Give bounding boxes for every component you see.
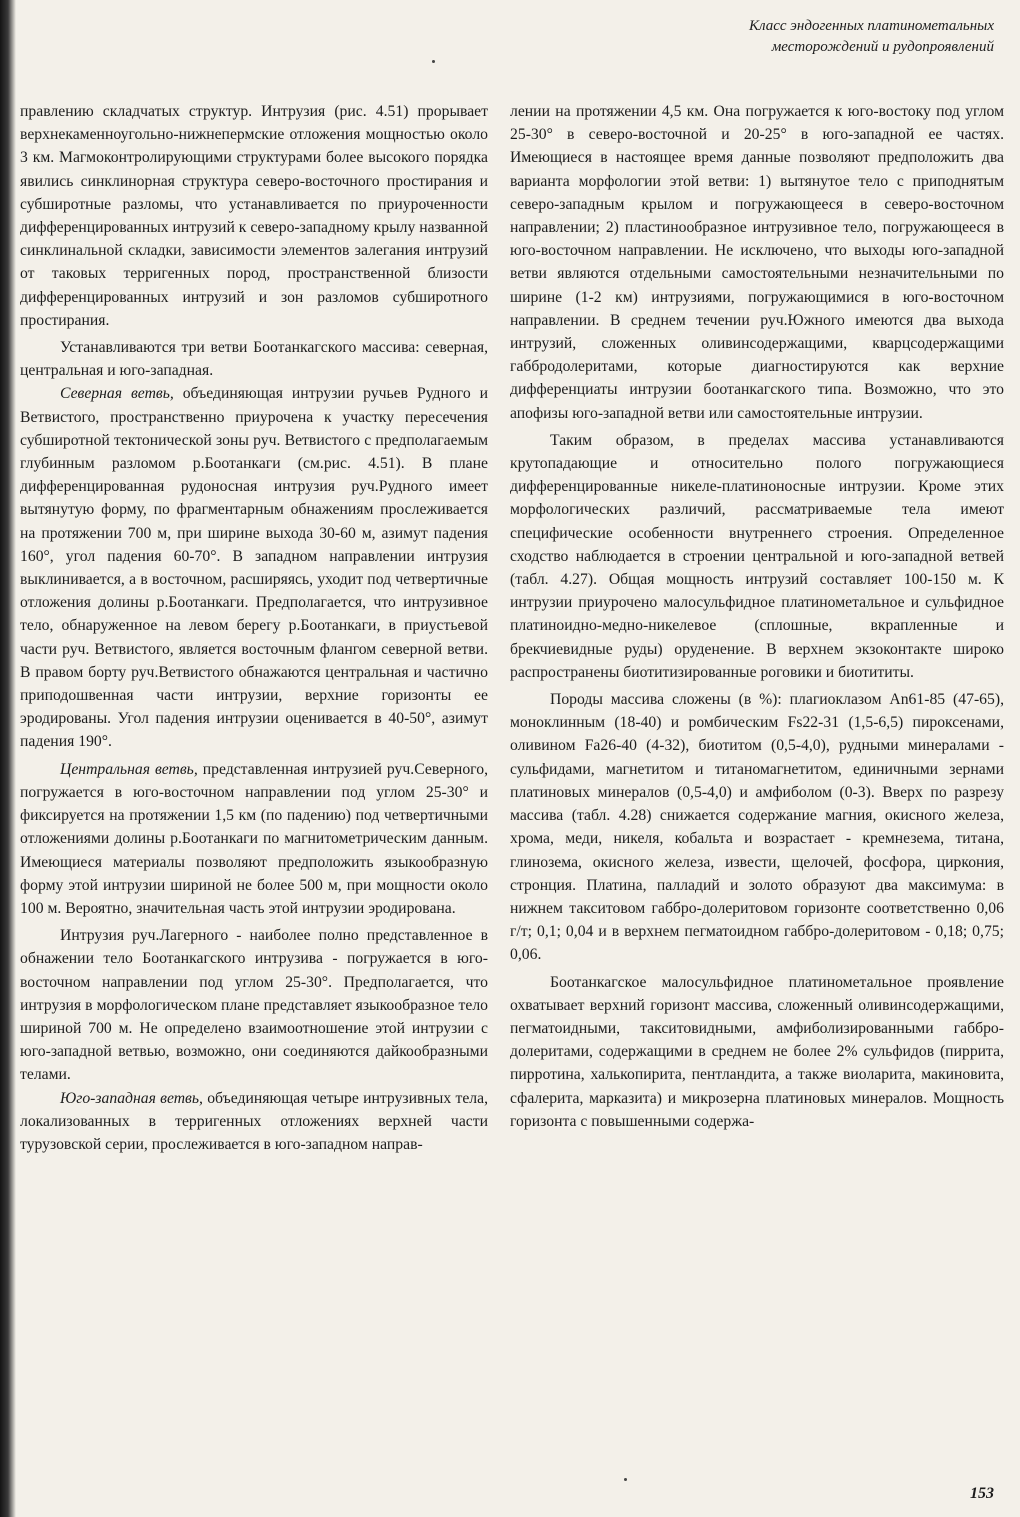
paragraph [20,382,488,753]
page-number: 153 [970,1485,994,1502]
paragraph-text: Устанавливаются три ветви Боотанкагского массива: северная, центральная и юго-западная. [20,339,488,380]
running-header [574,16,994,58]
paragraph [20,758,488,920]
paragraph-text: правлению складчатых структур. Интрузия (рис. 4.51) прорывает верхнекаменноугольно-нижнепермские отложения мощностью около 3 км. Магмоконтролирующими структурами более высокого порядка явились синклинорная структура северо-восточного простирания и субширотные разломы, что устанавливается по приуроченности дифференцированных интрузий к северо-западному крылу названной синклинальной складки, зависимости элементов залегания интрузий от таковых терригенных пород, пространственной близости дифференцированных интрузий и зон разломов субширотного простирания. [20,103,488,329]
paragraph [20,100,488,332]
book-binding-shadow [0,0,16,1517]
print-speck [432,60,435,63]
print-speck [624,1478,627,1481]
paragraph-text: Породы массива сложены (в %): плагиоклазом An61-85 (47-65), моноклинным (18-40) и ромбическим Fs22-31 (1,5-6,5) пироксенами, оливином Fa26-40 (4-32), биотитом (0,5-4,0), рудными минералами - сульфидами, магнетитом и титаномагнетитом, единичными зернами платиновых минералов (0,5-4,0) и амфиболом (0-3). Вверх по разрезу массива (табл. 4.28) снижается содержание магния, окисного железа, хрома, меди, никеля, кобальта и возрастает - кремнезема, титана, глинозема, окисного железа, извести, щелочей, фосфора, циркония, стронция. Платина, палладий и золото образуют два максимума: в нижнем такситовом габбро-долеритовом горизонте соответственно 0,06 г/т; 0,1; 0,04 и в верхнем пегматоидном габбро-долеритовом - 0,18; 0,75; 0,06. [510,691,1004,964]
paragraph-text: лении на протяжении 4,5 км. Она погружается к юго-востоку под углом 25-30° в северо-восточной и 20-25° в юго-западной ее частях. Имеющиеся в настоящее время данные позволяют предположить два варианта морфологии этой ветви: 1) вытянутое тело с приподнятым северо-западным крылом и погружающееся в северо-восточном направлении; 2) пластинообразное интрузивное тело, погружающееся в юго-восточном направлении. Не исключено, что выходы юго-западной ветви являются отдельными самостоятельными незначительными по ширине (1-2 км) интрузиями, погружающимися в юго-восточном направлении. В среднем течении руч.Южного имеются два выхода интрузий, сложенных оливинсодержащими, кварцсодержащими габбродолеритами, которые диагностируются как верхние дифференциаты интрузии боотанкагского типа. Возможно, что это апофизы юго-западной ветви или самостоятельные интрузии. [510,103,1004,422]
paragraph-lead: Центральная ветвь, [60,760,198,778]
paragraph [20,336,488,382]
paragraph-text: Боотанкагское малосульфидное платинометальное проявление охватывает верхний горизонт массива, сложенный оливинсодержащими, пегматоидными, такситовидными, амфиболизированными габбро-долеритами, содержащими в среднем не более 2% сульфидов (пиррита, пирротина, халькопирита, пентландита, а также виоларита, макиновита, сфалерита, марказита) и микрозерна платиновых минералов. Мощность горизонта с повышенными содержа- [510,973,1004,1130]
paragraph-lead: Северная ветвь, [60,385,174,403]
paragraph-text: объединяющая интрузии ручьев Рудного и Ветвистого, пространственно приурочена к участку пересечения субширотной тектонической зоны руч. Ветвистого с предполагаемым глубинным разломом р.Боотанкаги (см.рис. 4.51). В плане дифференцированная рудоносная интрузия руч.Рудного имеет вытянутую форму, по фрагментарным обнажениям прослеживается на протяжении 700 м, при ширине выхода 30-60 м, азимут падения 160°, угол падения 60-70°. В западном направлении интрузия выклинивается, а в восточном, расширяясь, уходит под четвертичные отложения долины р.Боотанкаги. Предполагается, что интрузивное тело, обнаруженное на левом берегу р.Боотанкаги, в приустьевой части руч. Ветвистого, является восточным флангом северной ветви. В правом борту руч.Ветвистого обнажаются центральная и частично приподошвенная части интрузии, верхние горизонты ее эродированы. Угол падения интрузии оценивается в 40-50°, азимут падения 190°. [20,385,488,751]
paragraph [20,1087,488,1157]
paragraph-text: Таким образом, в пределах массива устанавливаются крутопадающие и относительно полого погружающиеся дифференцированные никеле-платиноносные интрузии. Кроме этих морфологических различий, рассматриваемые тела имеют специфические особенности внутреннего строения. Определенное сходство наблюдается в строении центральной и юго-западной ветвей (табл. 4.27). Общая мощность интрузий составляет 100-150 м. К интрузии приурочено малосульфидное платинометальное и сульфидное платиноидно-медно-никелевое (сплошные, вкрапленные и брекчиевидные руды) оруденение. В верхнем экзоконтакте широко распространены биотитизированные роговики и биотититы. [510,431,1004,681]
paragraph [510,100,1004,425]
paragraph-text: Интрузия руч.Лагерного - наиболее полно представленное в обнажении тело Боотанкагского интрузива - погружается в юго-восточном направлении под углом 25-30°. Предполагается, что интрузия в морфологическом плане представляет языкообразное тело шириной 700 м. Не определено взаимоотношение этой интрузии с юго-западной ветвью, возможно, они соединяются дайкообразными телами. [20,927,488,1084]
header-line-1: Класс эндогенных платинометальных [749,18,994,34]
paragraph-lead: Юго-западная ветвь, [60,1089,203,1107]
paragraph [510,971,1004,1133]
paragraph [510,429,1004,684]
paragraph [510,688,1004,966]
paragraph-text: представленная интрузией руч.Северного, погружается в юго-восточном направлении под углом 25-30° и фиксируется на протяжении 1,5 км (по падению) под четвертичными отложениями долины р.Боотанкаги по магнитометрическим данным. Имеющиеся материалы позволяют предположить языкообразную форму этой интрузии шириной не более 500 м, при мощности около 100 м. Вероятно, значительная часть этой интрузии эродирована. [20,760,488,917]
left-column [20,100,488,1156]
header-line-2: месторождений и рудопроявлений [771,39,994,55]
paragraph [20,924,488,1086]
paragraph-text: объединяющая четыре интрузивных тела, локализованных в терригенных отложениях верхней части турузовской серии, прослеживается в юго-западном направ- [20,1089,489,1153]
right-column [510,100,1004,1133]
